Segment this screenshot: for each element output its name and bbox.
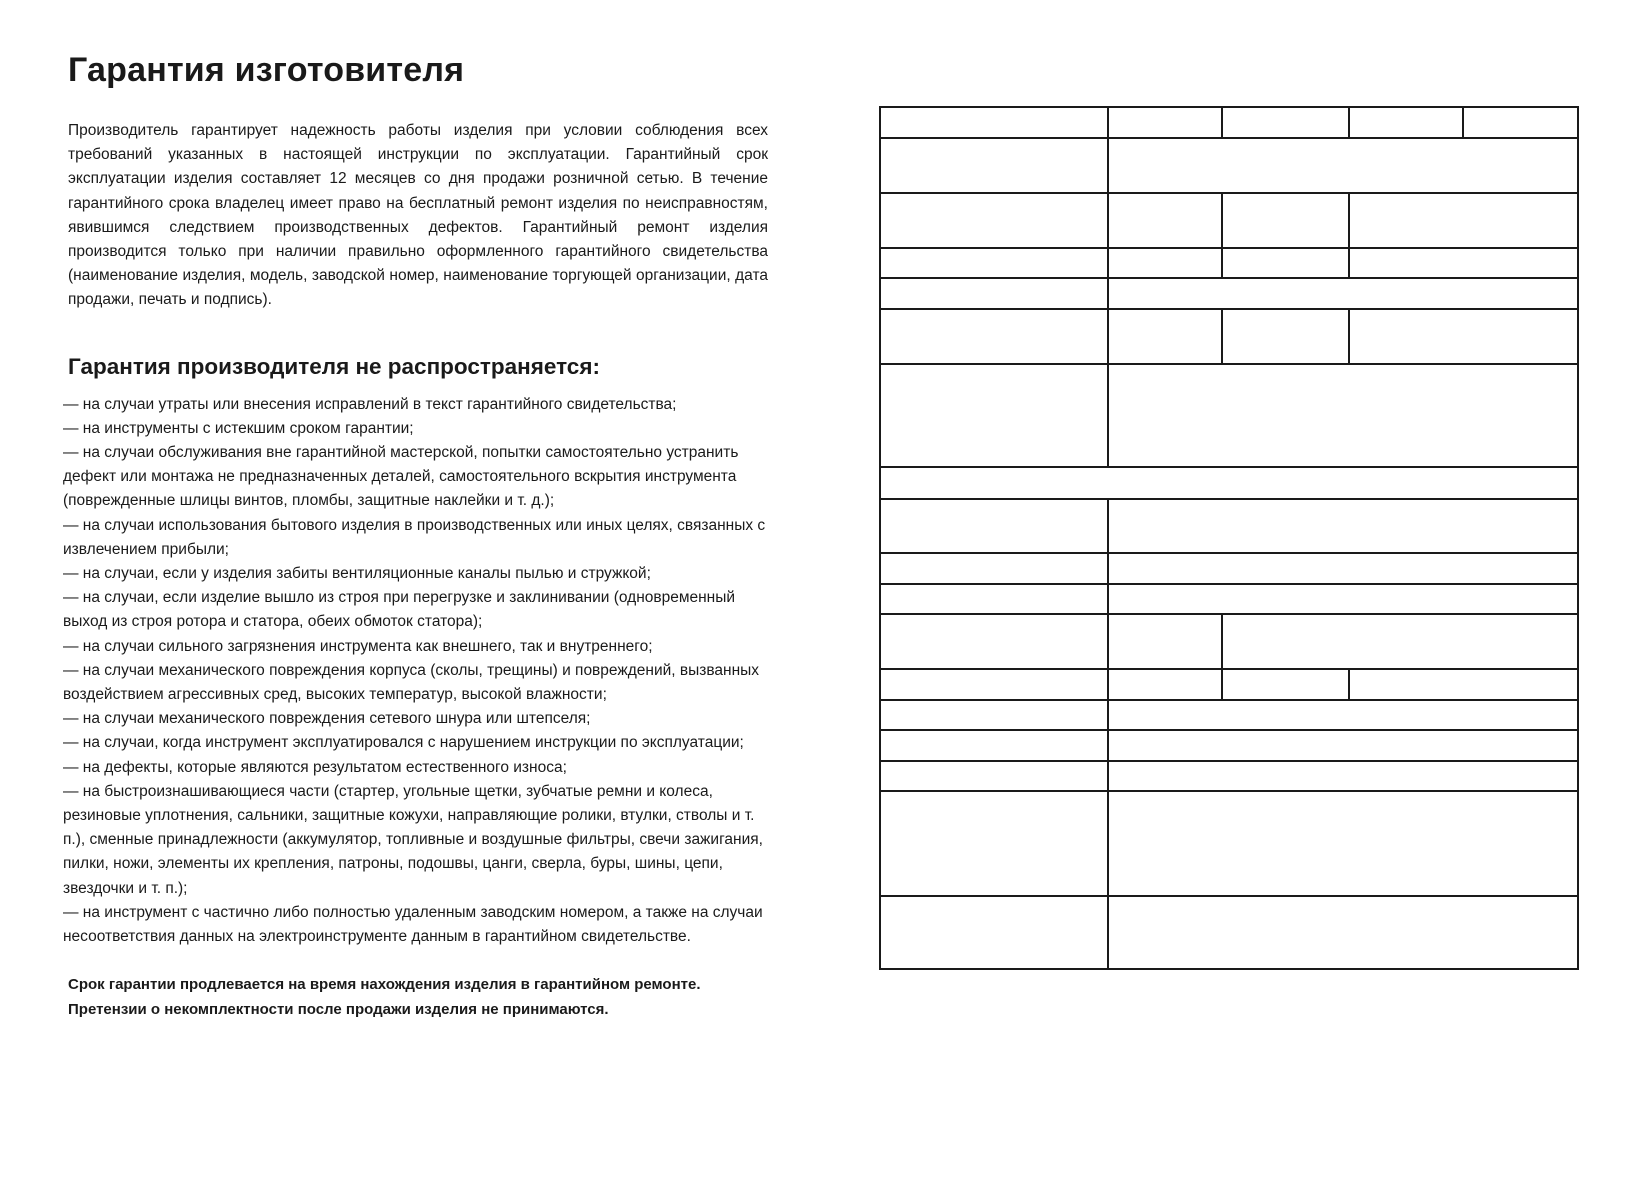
warranty-intro-paragraph: Производитель гарантирует надежность работы изделия при условии соблюдения всех требований указанных в настоящей инструкции по эксплуатации. Гарантийный срок эксплуатации изделия составляет 12 месяцев со дня продажи розничной сетью. В течение гарантийного срока владелец имеет право на бесплатный ремонт изделия по неисправностям, явившимся следствием производственных дефектов. Гарантийный ремонт изделия производится только при наличии правильно оформленного гарантийного свидетельства (наименование изделия, модель, заводской номер, наименование торгующей организации, дата продажи, печать и подпись). [68, 122, 768, 309]
coupon-field-cell [879, 277, 1109, 310]
coupon-field-cell [1221, 192, 1350, 249]
coupon-field-cell [879, 498, 1109, 554]
coupon-field-cell [879, 583, 1109, 615]
coupon-field-cell [879, 729, 1109, 762]
warranty-extension-note: Срок гарантии продлевается на время нахождения изделия в гарантийном ремонте. [68, 976, 701, 994]
coupon-field-cell [1221, 613, 1579, 670]
coupon-field-cell [1107, 363, 1579, 468]
coupon-field-cell [879, 308, 1109, 365]
warranty-notes [68, 973, 768, 1021]
exclusion-item: — на дефекты, которые являются результатом естественного износа; [63, 758, 567, 776]
coupon-field-cell [879, 613, 1109, 670]
exclusions-list [63, 393, 768, 950]
coupon-field-cell [1107, 277, 1579, 310]
coupon-field-cell [879, 106, 1109, 139]
exclusion-item: — на случаи, когда инструмент эксплуатировался с нарушением инструкции по эксплуатации; [63, 734, 744, 752]
coupon-field-cell [1107, 498, 1579, 554]
coupon-field-cell [1107, 613, 1223, 670]
exclusion-item: — на случаи сильного загрязнения инструмента как внешнего, так и внутреннего; [63, 637, 653, 655]
coupon-field-cell [1107, 106, 1223, 139]
coupon-field-cell [1221, 308, 1350, 365]
coupon-field-cell [1107, 699, 1579, 731]
coupon-field-cell [879, 552, 1109, 585]
exclusion-item: — на случаи механического повреждения сетевого шнура или штепселя; [63, 710, 591, 728]
coupon-field-cell [879, 137, 1109, 194]
coupon-field-cell [1221, 106, 1350, 139]
coupon-field-cell [879, 466, 1579, 500]
coupon-field-cell [1107, 668, 1223, 701]
coupon-field-cell [1107, 583, 1579, 615]
coupon-field-cell [1348, 668, 1579, 701]
coupon-field-cell [1107, 895, 1579, 970]
exclusion-item: — на инструмент с частично либо полностью удаленным заводским номером, а также на случаи несоответствия данных на электроинструменте данным в гарантийном свидетельстве. [63, 903, 763, 946]
coupon-field-cell [1348, 247, 1579, 279]
exclusion-item: — на случаи использования бытового изделия в производственных или иных целях, связанных с извлечением прибыли; [63, 516, 766, 558]
page-title: Гарантия изготовителя [68, 51, 465, 89]
coupon-field-cell [1107, 552, 1579, 585]
coupon-field-cell [879, 790, 1109, 897]
coupon-field-cell [1107, 192, 1223, 249]
exclusions-heading: Гарантия производителя не распространяется: [68, 353, 600, 379]
coupon-field-cell [1107, 247, 1223, 279]
coupon-field-cell [879, 895, 1109, 970]
exclusion-item: — на случаи обслуживания вне гарантийной мастерской, попытки самостоятельно устранить дефект или монтажа не предназначенных деталей, самостоятельного вскрытия инструмента (поврежденные шлицы винтов, пломбы, защитные наклейки и т. д.); [63, 444, 739, 510]
coupon-field-cell [879, 363, 1109, 468]
coupon-field-cell [1348, 192, 1579, 249]
warranty-text-column [63, 48, 768, 1022]
coupon-field-cell [879, 668, 1109, 701]
coupon-field-cell [1221, 668, 1350, 701]
coupon-field-cell [1462, 106, 1579, 139]
coupon-field-cell [1107, 729, 1579, 762]
coupon-field-cell [1107, 308, 1223, 365]
exclusion-item: — на случаи, если изделие вышло из строя при перегрузке и заклинивании (одновременный выход из строя ротора и статора, обеих обмоток статора); [63, 589, 736, 631]
coupon-field-cell [1348, 308, 1579, 365]
coupon-field-cell [879, 699, 1109, 731]
coupon-field-cell [879, 192, 1109, 249]
coupon-field-cell [1221, 247, 1350, 279]
exclusion-item: — на случаи утраты или внесения исправлений в текст гарантийного свидетельства; [63, 395, 677, 413]
coupon-field-cell [1107, 760, 1579, 792]
coupon-field-cell [1348, 106, 1464, 139]
coupon-field-cell [1107, 790, 1579, 897]
exclusion-item: — на быстроизнашивающиеся части (стартер, угольные щетки, зубчатые ремни и колеса, резиновые уплотнения, сальники, защитные кожухи, направляющие ролики, втулки, стволы и т. п.), сменные принадлежности (аккумулятор, топливные и воздушные фильтры, свечи зажигания, пилки, ножи, элементы их крепления, патроны, подошвы, цанги, сверла, буры, шины, цепи, звездочки и т. п.); [63, 782, 763, 897]
exclusion-item: — на инструменты с истекшим сроком гарантии; [63, 419, 414, 437]
coupon-field-cell [879, 247, 1109, 279]
exclusion-item: — на случаи, если у изделия забиты вентиляционные каналы пылью и стружкой; [63, 565, 651, 583]
coupon-field-cell [1107, 137, 1579, 194]
completeness-claims-note: Претензии о некомплектности после продажи изделия не принимаются. [68, 1000, 609, 1018]
coupon-field-cell [879, 760, 1109, 792]
exclusion-item: — на случаи механического повреждения корпуса (сколы, трещины) и повреждений, вызванных воздействием агрессивных сред, высоких температур, высокой влажности; [63, 661, 760, 704]
warranty-coupon-form [879, 106, 1577, 968]
